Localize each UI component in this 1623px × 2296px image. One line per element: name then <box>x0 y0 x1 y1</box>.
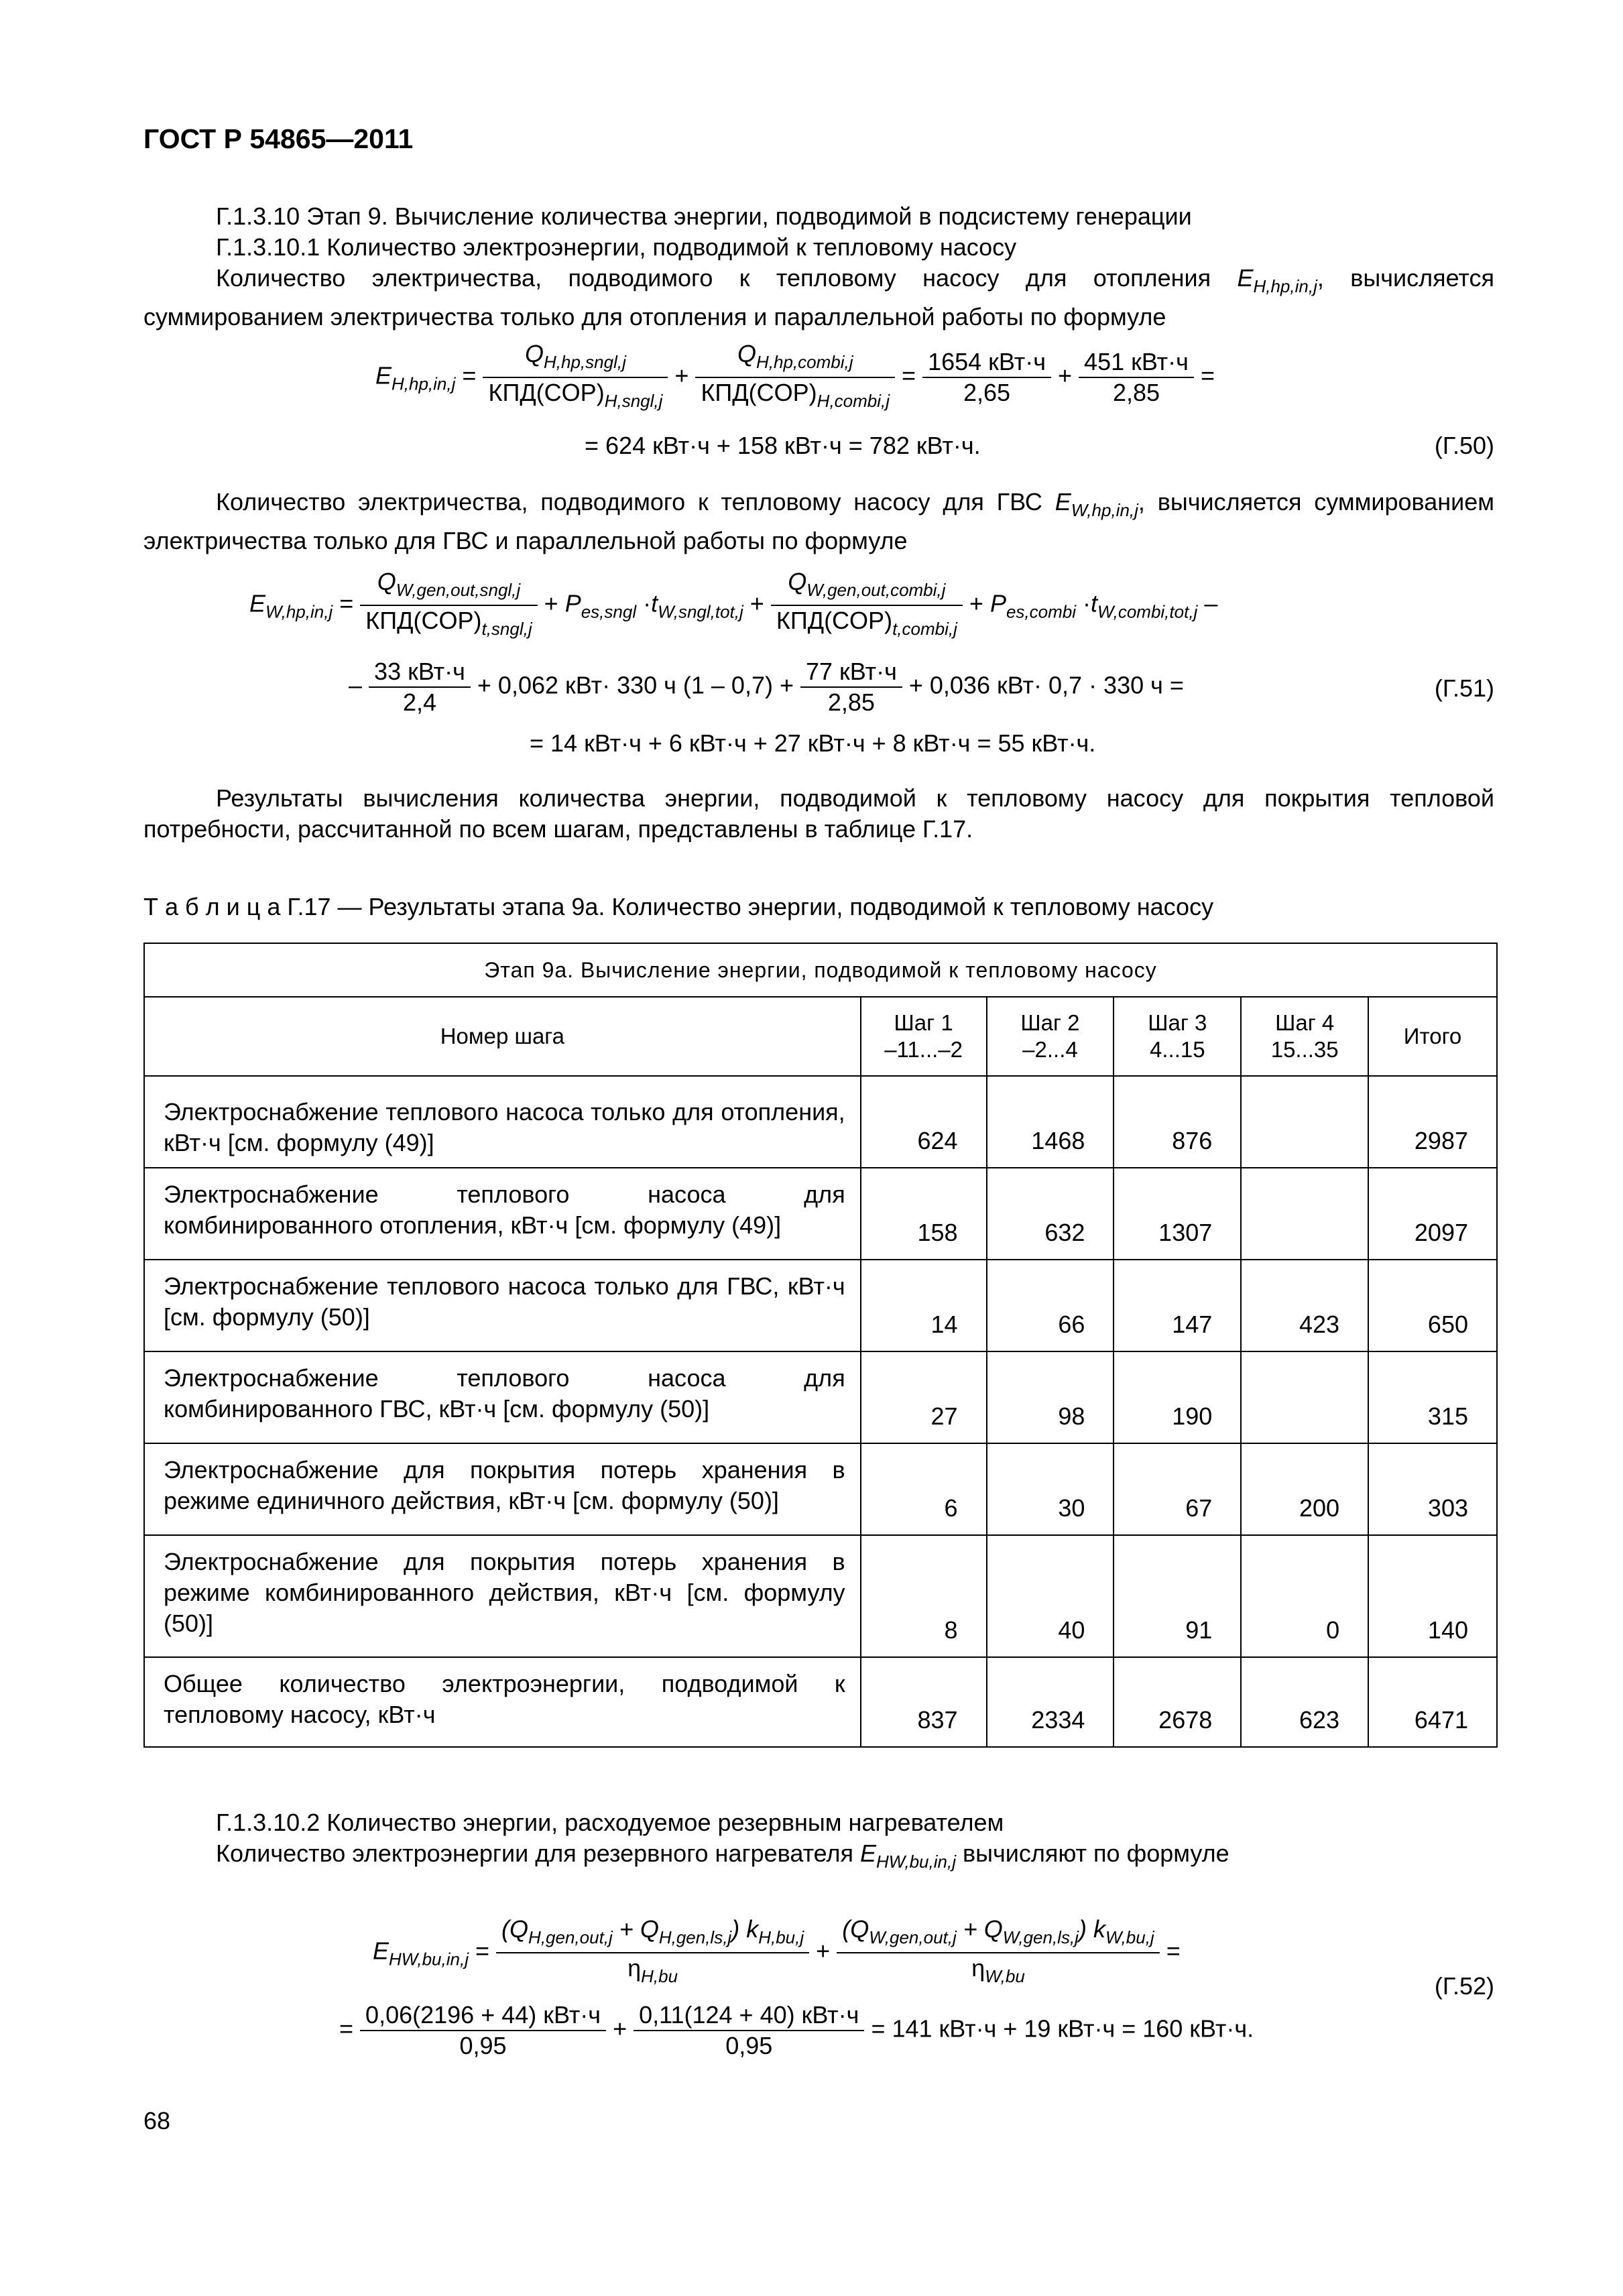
math-symbol: t <box>651 589 658 617</box>
cell-step4 <box>1241 1351 1368 1443</box>
formula-g50-result: = 624 кВт·ч + 158 кВт·ч = 782 кВт·ч. <box>585 432 981 459</box>
math-symbol: + Q <box>956 1915 1003 1943</box>
column-header-step3 <box>1114 997 1241 1076</box>
math-subscript: es,sngl <box>581 601 637 622</box>
column-header-text: Шаг 3 <box>1148 1010 1207 1035</box>
equals-sign: = <box>1166 1937 1181 1965</box>
math-subscript: W,gen,out,j <box>869 1927 957 1947</box>
row-label: Общее количество электроэнергии, подводимой к тепловому насосу, кВт·ч <box>144 1657 861 1747</box>
column-header-text: Шаг 1 <box>894 1010 953 1035</box>
math-subscript: H,hp,combi,j <box>756 352 853 372</box>
row-label: Электроснабжение теплового насоса для комбинированного отопления, кВт·ч [см. формулу (49)] <box>144 1168 861 1260</box>
math-symbol: E <box>375 361 392 389</box>
fraction-denominator: 2,65 <box>963 379 1011 406</box>
paragraph-backup <box>143 1838 1494 1877</box>
fraction <box>922 347 1051 408</box>
math-subscript: H,bu <box>641 1966 678 1986</box>
cell-step2: 632 <box>987 1168 1114 1260</box>
math-text: КПД(COP) <box>488 379 605 406</box>
table-row <box>144 1351 1497 1443</box>
row-label: Электроснабжение теплового насоса для комбинированного ГВС, кВт·ч [см. формулу (50)] <box>144 1351 861 1443</box>
math-subscript: H,hp,sngl,j <box>544 352 626 372</box>
math-symbol: Q <box>737 340 756 367</box>
cell-total: 315 <box>1368 1351 1497 1443</box>
row-label: Электроснабжение для покрытия потерь хранения в режиме комбинированного действия, кВт·ч [см. формулу (50)] <box>144 1535 861 1657</box>
math-symbol: Q <box>525 340 544 367</box>
cell-total: 2097 <box>1368 1168 1497 1260</box>
plus-sign: + <box>613 2014 627 2043</box>
formula-g51 <box>249 567 1217 644</box>
equation-number: (Г.51) <box>1434 674 1494 702</box>
paragraph-text: , вычисляется суммированием электричества только для ГВС и параллельной работы по формуле <box>143 488 1495 554</box>
table-caption-text: Г.17 — Результаты этапа 9а. Количество энергии, подводимой к тепловому насосу <box>280 893 1214 920</box>
subsection-heading-backup: Г.1.3.10.2 Количество энергии, расходуемое резервным нагревателем <box>216 1809 1004 1836</box>
math-subscript: W,bu <box>985 1966 1025 1986</box>
column-header-range: –11...–2 <box>884 1037 963 1062</box>
math-subscript: H,hp,in,j <box>392 373 456 394</box>
table-row <box>144 1076 1497 1168</box>
column-header-range: 15...35 <box>1270 1037 1339 1062</box>
math-text: КПД(COP) <box>365 607 482 634</box>
math-symbol: (Q <box>501 1915 529 1943</box>
cell-step3: 67 <box>1114 1443 1241 1535</box>
column-header-text: Шаг 4 <box>1275 1010 1335 1035</box>
math-symbol: ) k <box>731 1915 759 1943</box>
subsection-heading: Г.1.3.10.1 Количество электроэнергии, подводимой к тепловому насосу <box>216 233 1017 261</box>
equals-sign: = <box>902 361 916 389</box>
math-symbol: η <box>971 1954 985 1982</box>
column-header-text: Итого <box>1403 1024 1462 1048</box>
paragraph-text: , вычисляется суммированием электричества только для отопления и параллельной работы по формуле <box>143 264 1494 330</box>
column-header-step-number <box>144 997 861 1076</box>
cell-step4: 0 <box>1241 1535 1368 1657</box>
cell-step3: 190 <box>1114 1351 1241 1443</box>
minus-sign: – <box>349 671 363 699</box>
fraction <box>360 2000 606 2061</box>
fraction-numerator: 0,06(2196 + 44) кВт·ч <box>360 2000 606 2031</box>
fraction <box>496 1915 809 1991</box>
fraction-denominator: 2,4 <box>402 688 436 716</box>
fraction <box>837 1915 1159 1991</box>
cell-total: 650 <box>1368 1260 1497 1351</box>
math-subscript: H,sngl,j <box>604 391 663 411</box>
math-symbol: E <box>1237 264 1254 292</box>
column-header-step2 <box>987 997 1114 1076</box>
formula-g50 <box>375 339 1215 416</box>
math-subscript: H,gen,ls,j <box>658 1927 732 1947</box>
row-label: Электроснабжение теплового насоса только для отопления, кВт·ч [см. формулу (49)] <box>144 1076 861 1168</box>
math-subscript: HW,bu,in,j <box>389 1949 469 1970</box>
table-title-row <box>144 943 1497 997</box>
math-symbol: E <box>1055 488 1071 516</box>
fraction <box>800 657 902 717</box>
equation-number: (Г.52) <box>1434 1972 1494 2000</box>
page-number: 68 <box>143 2107 171 2134</box>
math-subscript: W,gen,out,sngl,j <box>396 580 521 600</box>
column-header-step4 <box>1241 997 1368 1076</box>
table-row <box>144 1443 1497 1535</box>
fraction-denominator: 0,95 <box>459 2032 507 2059</box>
document-header: ГОСТ Р 54865—2011 <box>143 123 414 154</box>
fraction <box>369 657 471 717</box>
plus-sign: + <box>969 589 983 617</box>
cell-step2: 66 <box>987 1260 1114 1351</box>
cell-step3: 147 <box>1114 1260 1241 1351</box>
cell-step3: 2678 <box>1114 1657 1241 1747</box>
minus-sign: – <box>1204 589 1218 617</box>
column-header-text: Номер шага <box>440 1024 564 1048</box>
equals-sign: = <box>339 589 354 617</box>
math-symbol: η <box>627 1954 642 1982</box>
column-header-range: –2...4 <box>1022 1037 1078 1062</box>
equals-sign: = <box>339 2014 354 2043</box>
math-symbol: + Q <box>612 1915 659 1943</box>
cell-step1: 14 <box>861 1260 987 1351</box>
fraction-numerator: 33 кВт·ч <box>369 657 471 688</box>
math-subscript: HW,bu,in,j <box>876 1852 956 1872</box>
cell-step4 <box>1241 1076 1368 1168</box>
column-header-text: Шаг 2 <box>1020 1010 1080 1035</box>
plus-sign: + <box>816 1937 831 1965</box>
cell-step1: 8 <box>861 1535 987 1657</box>
column-header-step1 <box>861 997 987 1076</box>
math-subscript: H,gen,out,j <box>528 1927 613 1947</box>
cell-step3: 1307 <box>1114 1168 1241 1260</box>
math-text: + 0,062 кВт· 330 ч (1 – 0,7) + <box>477 671 794 699</box>
cell-step1: 837 <box>861 1657 987 1747</box>
math-subscript: W,gen,out,combi,j <box>806 580 946 600</box>
row-label: Электроснабжение для покрытия потерь хранения в режиме единичного действия, кВт·ч [см. формулу (50)] <box>144 1443 861 1535</box>
fraction <box>1079 347 1194 408</box>
math-subscript: H,hp,in,j <box>1253 276 1317 296</box>
cell-total: 140 <box>1368 1535 1497 1657</box>
cell-total: 2987 <box>1368 1076 1497 1168</box>
equals-sign: = <box>1200 361 1215 389</box>
fraction <box>360 567 537 644</box>
plus-sign: + <box>674 361 689 389</box>
math-subscript: H,bu,j <box>758 1927 804 1947</box>
plus-sign: + <box>1058 361 1073 389</box>
equals-sign: = <box>475 1937 490 1965</box>
fraction-denominator: 0,95 <box>725 2032 773 2059</box>
math-subscript: W,bu,j <box>1105 1927 1154 1947</box>
formula-g51-result: = 14 кВт·ч + 6 кВт·ч + 27 кВт·ч + 8 кВт·ч = 55 кВт·ч. <box>530 729 1096 757</box>
paragraph-dhw <box>143 487 1494 556</box>
math-subscript: t,sngl,j <box>481 619 532 639</box>
fraction-numerator: 1654 кВт·ч <box>922 347 1051 378</box>
cell-step4 <box>1241 1168 1368 1260</box>
formula-g52-numeric <box>339 2000 1254 2061</box>
math-subscript: t,combi,j <box>892 619 957 639</box>
table-caption-label: Т а б л и ц а <box>143 893 281 920</box>
math-subscript: W,hp,in,j <box>265 601 333 622</box>
math-symbol: Q <box>788 568 807 595</box>
column-header-range: 4...15 <box>1150 1037 1205 1062</box>
cell-step4: 623 <box>1241 1657 1368 1747</box>
cell-step2: 30 <box>987 1443 1114 1535</box>
math-subscript: es,combi <box>1006 601 1076 622</box>
cell-total: 303 <box>1368 1443 1497 1535</box>
formula-g52 <box>373 1915 1181 1991</box>
math-text: = 141 кВт·ч + 19 кВт·ч = 160 кВт·ч. <box>871 2014 1254 2043</box>
paragraph-text: Количество электричества, подводимого к тепловому насосу для отопления <box>216 264 1238 292</box>
fraction-denominator: 2,85 <box>1112 379 1160 406</box>
math-text: + 0,036 кВт· 0,7 · 330 ч = <box>908 671 1184 699</box>
cell-step1: 6 <box>861 1443 987 1535</box>
math-symbol: E <box>860 1839 877 1867</box>
math-subscript: W,sngl,tot,j <box>658 601 743 622</box>
paragraph-text: Количество электричества, подводимого к тепловому насосу для ГВС <box>216 488 1055 516</box>
table-row <box>144 1535 1497 1657</box>
math-symbol: Q <box>377 568 396 595</box>
plus-sign: + <box>544 589 558 617</box>
cell-step1: 624 <box>861 1076 987 1168</box>
cell-step2: 1468 <box>987 1076 1114 1168</box>
math-symbol: t <box>1091 589 1098 617</box>
math-symbol: P <box>564 589 581 617</box>
plus-sign: + <box>749 589 764 617</box>
paragraph-text: Количество электроэнергии для резервного нагревателя <box>216 1839 860 1867</box>
paragraph-heating <box>143 263 1494 333</box>
math-subscript: W,gen,ls,j <box>1002 1927 1079 1947</box>
paragraph-text: вычисляют по формуле <box>955 1839 1229 1867</box>
cell-step2: 98 <box>987 1351 1114 1443</box>
math-symbol: P <box>989 589 1006 617</box>
multiply-dot: · <box>1083 589 1091 617</box>
cell-step4: 423 <box>1241 1260 1368 1351</box>
fraction-numerator: 0,11(124 + 40) кВт·ч <box>634 2000 864 2031</box>
math-symbol: (Q <box>842 1915 869 1943</box>
fraction-denominator: 2,85 <box>827 688 875 716</box>
cell-step4: 200 <box>1241 1443 1368 1535</box>
results-table <box>143 943 1498 1748</box>
cell-step3: 876 <box>1114 1076 1241 1168</box>
fraction <box>634 2000 864 2061</box>
formula-g51-numeric <box>349 657 1184 717</box>
cell-step2: 2334 <box>987 1657 1114 1747</box>
fraction-numerator: 77 кВт·ч <box>800 657 902 688</box>
math-symbol: ) k <box>1078 1915 1105 1943</box>
table-row <box>144 1168 1497 1260</box>
fraction <box>695 339 895 416</box>
math-subscript: W,hp,in,j <box>1071 500 1138 520</box>
math-symbol: E <box>249 589 266 617</box>
column-header-total <box>1368 997 1497 1076</box>
cell-step2: 40 <box>987 1535 1114 1657</box>
math-text: КПД(COP) <box>776 607 893 634</box>
table-row <box>144 1260 1497 1351</box>
step-heading: Г.1.3.10 Этап 9. Вычисление количества энергии, подводимой в подсистему генерации <box>216 202 1192 230</box>
cell-step3: 91 <box>1114 1535 1241 1657</box>
table-row-total <box>144 1657 1497 1747</box>
equation-number: (Г.50) <box>1434 432 1494 459</box>
math-symbol: E <box>373 1937 389 1965</box>
math-subscript: W,combi,tot,j <box>1097 601 1198 622</box>
math-text: КПД(COP) <box>701 379 817 406</box>
cell-step1: 158 <box>861 1168 987 1260</box>
equals-sign: = <box>462 361 477 389</box>
table-header-row <box>144 997 1497 1076</box>
table-title: Этап 9а. Вычисление энергии, подводимой к тепловому насосу <box>144 943 1497 997</box>
row-label: Электроснабжение теплового насоса только для ГВС, кВт·ч [см. формулу (50)] <box>144 1260 861 1351</box>
math-subscript: H,combi,j <box>817 391 890 411</box>
table-caption <box>143 892 1213 922</box>
fraction <box>483 339 668 416</box>
fraction <box>771 567 963 644</box>
multiply-dot: · <box>643 589 652 617</box>
cell-step1: 27 <box>861 1351 987 1443</box>
cell-total: 6471 <box>1368 1657 1497 1747</box>
fraction-numerator: 451 кВт·ч <box>1079 347 1194 378</box>
paragraph-results: Результаты вычисления количества энергии, подводимой к тепловому насосу для покрытия тепловой потребности, рассчитанной по всем шагам, представлены в таблице Г.17. <box>143 784 1494 843</box>
